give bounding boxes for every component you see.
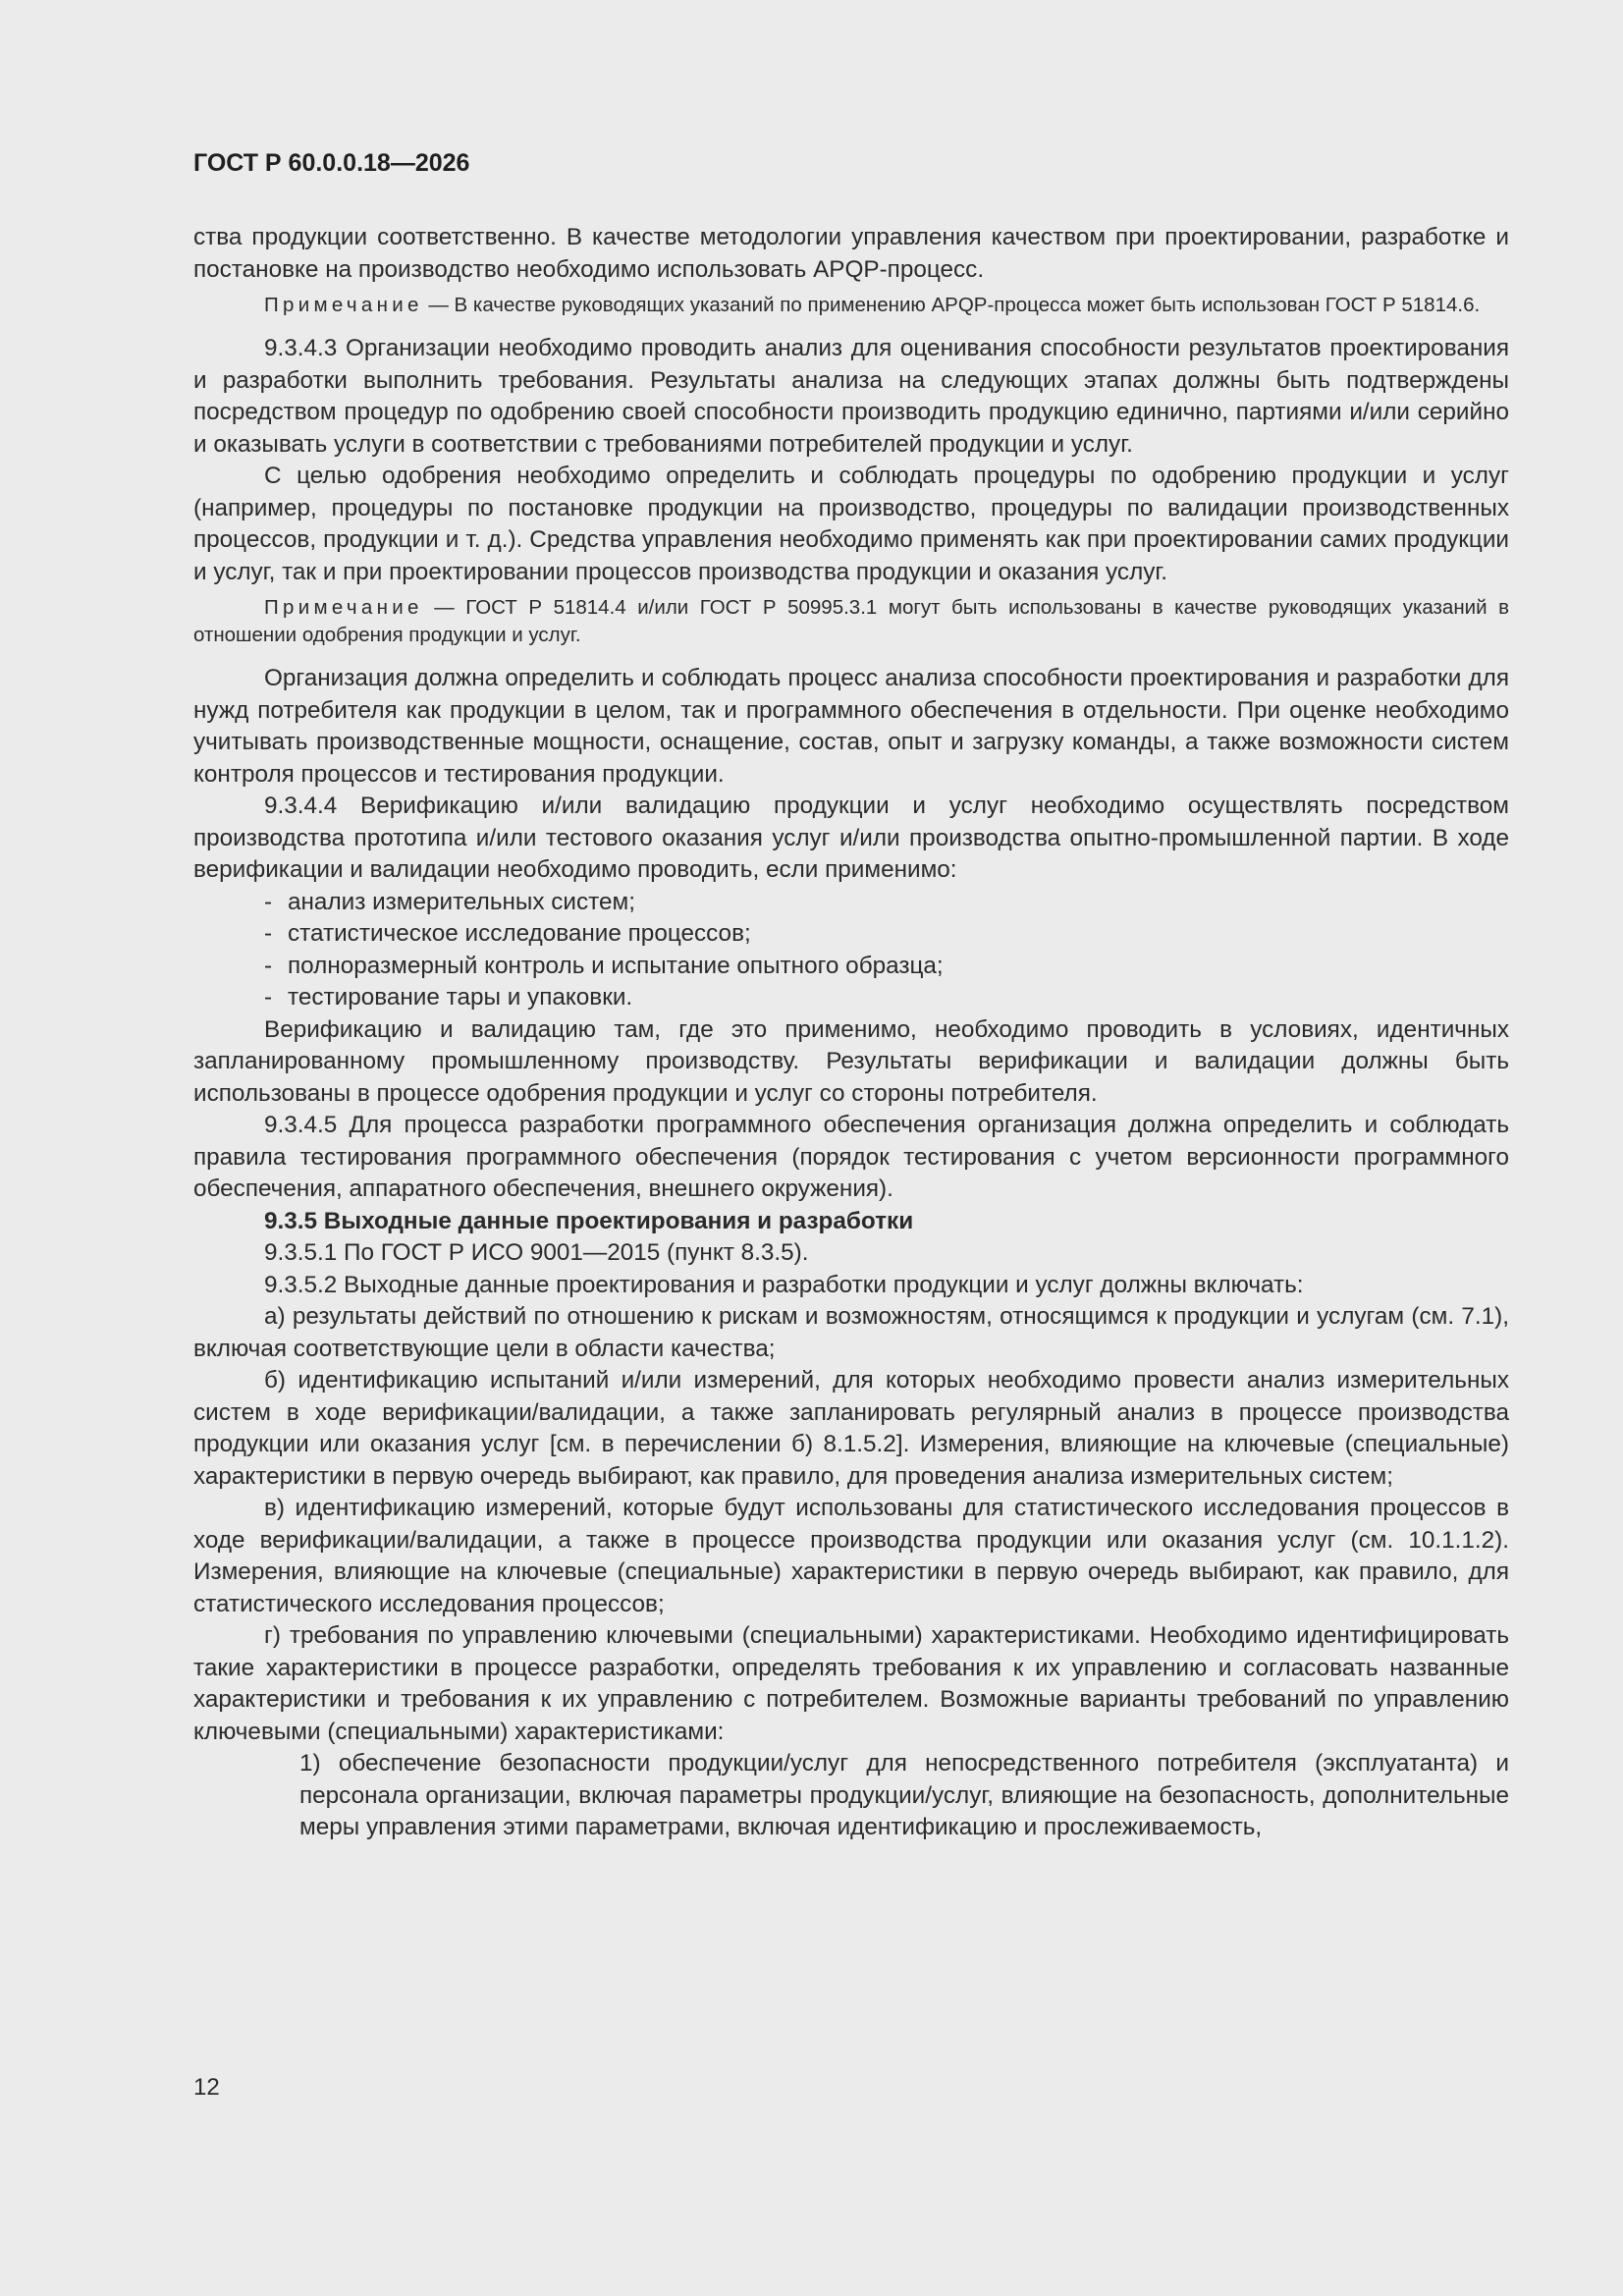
paragraph: Верификацию и валидацию там, где это применимо, необходимо проводить в условиях, идентичных запланированному промышленному производству. Результаты верификации и валидации должны быть использованы в процессе одобрения продукции и услуг со стороны потребителя. bbox=[193, 1015, 1509, 1107]
list-item bbox=[193, 982, 1509, 1014]
note bbox=[193, 594, 1509, 649]
enumeration-item: б) идентификацию испытаний и/или измерений, для которых необходимо провести анализ измерительных систем в ходе верификации/валидации, а также запланировать регулярный анализ в процессе производства продукции или оказания услуг [см. в перечислении б) 8.1.5.2]. Измерения, влияющие на ключевые (специальные) характеристики в первую очередь выбирают, как правило, для проведения анализа измерительных систем; bbox=[193, 1367, 1509, 1490]
note-text: — В качестве руководящих указаний по применению APQP-процесса может быть использован ГОСТ Р 51814.6. bbox=[422, 294, 1481, 316]
list-item bbox=[193, 918, 1509, 951]
list-marker: - bbox=[264, 920, 273, 947]
paragraph: 9.3.4.4 Верификацию и/или валидацию продукции и услуг необходимо осуществлять посредством производства прототипа и/или тестового оказания услуг и/или производства опытно-промышленной партии. В ходе верификации и валидации необходимо проводить, если применимо: bbox=[193, 793, 1509, 883]
page-content bbox=[193, 222, 1509, 1844]
list-item-text: анализ измерительных систем; bbox=[288, 888, 635, 915]
note-label: Примечание bbox=[264, 596, 423, 619]
section-heading: 9.3.5 Выходные данные проектирования и разработки bbox=[264, 1207, 914, 1234]
list-marker: - bbox=[264, 952, 273, 979]
list-item-text: тестирование тары и упаковки. bbox=[288, 984, 633, 1011]
paragraph: 9.3.4.3 Организации необходимо проводить анализ для оценивания способности результатов проектирования и разработки выполнить требования. Результаты анализа на следующих этапах должны быть подтверждены посредством процедур по одобрению своей способности производить продукцию единично, партиями и/или серийно и оказывать услуги в соответствии с требованиями потребителей продукции и услуг. bbox=[193, 335, 1509, 458]
note bbox=[193, 292, 1509, 319]
paragraph: 9.3.5.1 По ГОСТ Р ИСО 9001—2015 (пункт 8.3.5). bbox=[264, 1239, 809, 1266]
note-label: Примечание bbox=[264, 294, 423, 316]
list-marker: - bbox=[264, 888, 273, 915]
enumeration-item: в) идентификацию измерений, которые будут использованы для статистического исследования процессов в ходе верификации/валидации, а также в процессе производства продукции или оказания услуг (см. 10.1.1.2). Измерения, влияющие на ключевые (специальные) характеристики в первую очередь выбирают, как правило, для статистического исследования процессов; bbox=[193, 1495, 1509, 1617]
enumeration-item: г) требования по управлению ключевыми (специальными) характеристиками. Необходимо идентифицировать такие характеристики в процессе разработки, определять требования к их управлению и согласовать названные характеристики и требования к их управлению с потребителем. Возможные варианты требований по управлению ключевыми (специальными) характеристиками: bbox=[193, 1622, 1509, 1745]
paragraph: 9.3.4.5 Для процесса разработки программного обеспечения организация должна определить и соблюдать правила тестирования программного обеспечения (порядок тестирования с учетом версионности программного обеспечения, аппаратного обеспечения, внешнего окружения). bbox=[193, 1112, 1509, 1202]
paragraph: Организация должна определить и соблюдать процесс анализа способности проектирования и разработки для нужд потребителя как продукции в целом, так и программного обеспечения в отдельности. При оценке необходимо учитывать производственные мощности, оснащение, состав, опыт и загрузку команды, а также возможности систем контроля процессов и тестирования продукции. bbox=[193, 665, 1509, 788]
paragraph: 9.3.5.2 Выходные данные проектирования и разработки продукции и услуг должны включать: bbox=[264, 1271, 1304, 1298]
paragraph: ства продукции соответственно. В качестве методологии управления качеством при проектировании, разработке и постановке на производство необходимо использовать APQP-процесс. bbox=[193, 224, 1509, 283]
list-item-text: статистическое исследование процессов; bbox=[288, 920, 751, 947]
paragraph: С целью одобрения необходимо определить и соблюдать процедуры по одобрению продукции и услуг (например, процедуры по постановке продукции на производство, процедуры по валидации производственных процессов, продукции и т. д.). Средства управления необходимо применять как при проектировании самих продукции и услуг, так и при проектировании процессов производства продукции и оказания услуг. bbox=[193, 463, 1509, 585]
note-text: — ГОСТ Р 51814.4 и/или ГОСТ Р 50995.3.1 могут быть использованы в качестве руководящих указаний в отношении одобрения продукции и услуг. bbox=[193, 596, 1509, 646]
page-number: 12 bbox=[193, 2074, 220, 2101]
list-marker: - bbox=[264, 984, 273, 1011]
list-item-text: полноразмерный контроль и испытание опытного образца; bbox=[288, 952, 944, 979]
standard-header: ГОСТ Р 60.0.0.18—2026 bbox=[193, 149, 470, 177]
list-item bbox=[193, 951, 1509, 983]
list-item bbox=[193, 887, 1509, 919]
sub-enumeration-item: 1) обеспечение безопасности продукции/услуг для непосредственного потребителя (эксплуатанта) и персонала организации, включая параметры продукции/услуг, влияющие на безопасность, дополнительные меры управления этими параметрами, включая идентификацию и прослеживаемость, bbox=[299, 1750, 1509, 1840]
enumeration-item: а) результаты действий по отношению к рискам и возможностям, относящимся к продукции и услугам (см. 7.1), включая соответствующие цели в области качества; bbox=[193, 1303, 1509, 1362]
